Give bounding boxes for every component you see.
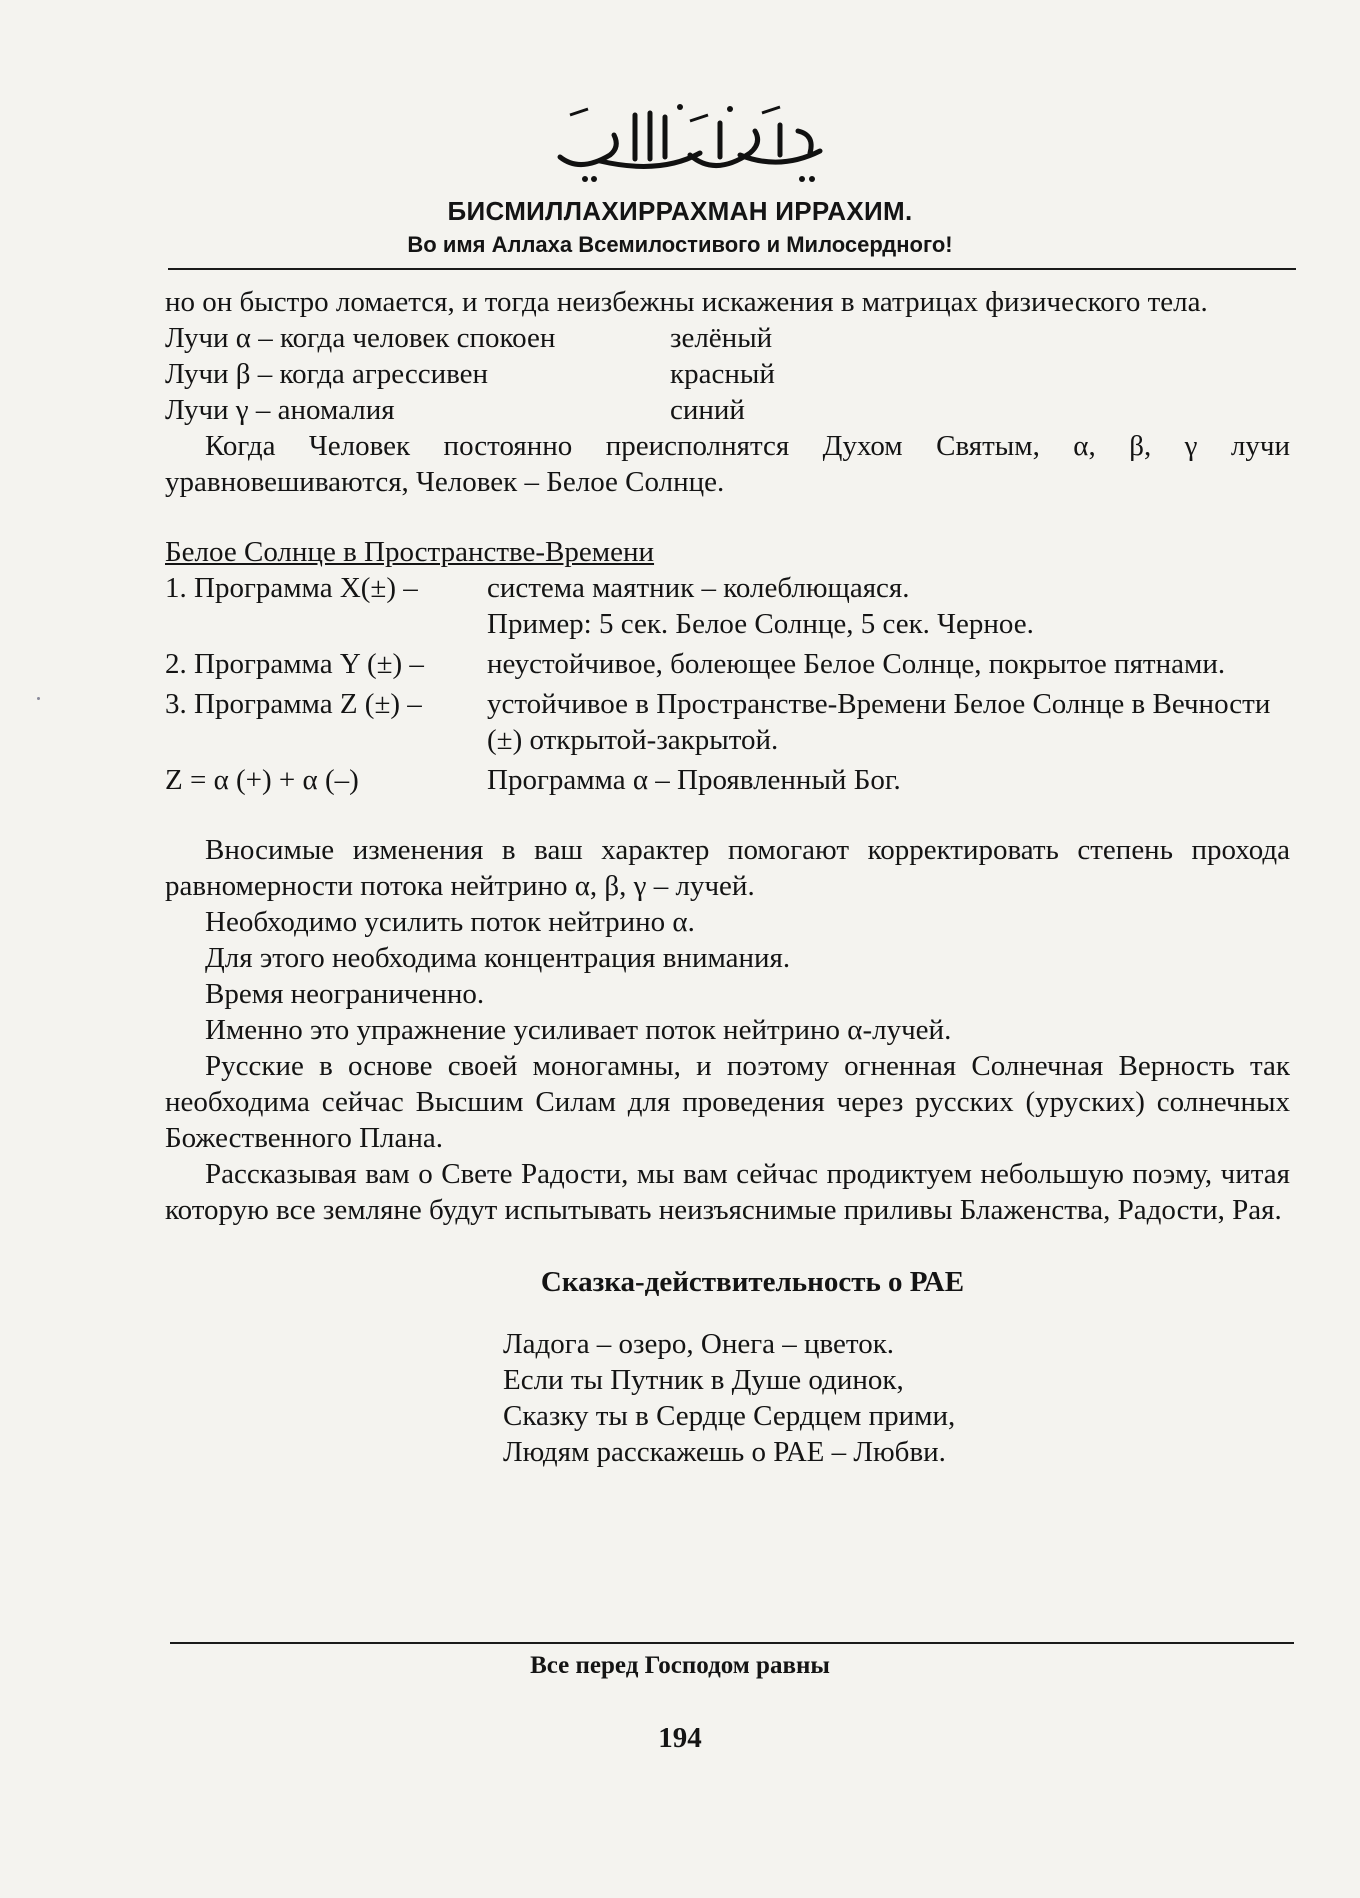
speck <box>37 697 40 700</box>
program-row <box>165 646 1290 682</box>
program-desc: система маятник – колеблющаяся. <box>487 572 910 604</box>
ray-row-gamma <box>165 392 1290 428</box>
paragraph-3: Вносимые изменения в ваш характер помогают корректировать степень прохода равномерности потока нейтрино α, β, γ – лучей. <box>165 834 1290 902</box>
header-title: БИСМИЛЛАХИРРАХМАН ИРРАХИМ. <box>447 196 913 226</box>
poem <box>503 1326 1290 1470</box>
poem-line: Сказку ты в Сердце Сердцем прими, <box>503 1400 956 1432</box>
program-row <box>165 570 1290 642</box>
program-row <box>165 686 1290 758</box>
paragraph-8: Русские в основе своей моногамны, и поэтому огненная Солнечная Верность так необходима сейчас Высшим Силам для проведения через русских (уруских) солнечных Божественного Плана. <box>165 1050 1290 1154</box>
ray-color: красный <box>670 358 775 390</box>
paragraph-4: Необходимо усилить поток нейтрино α. <box>205 906 695 938</box>
paragraph-1: но он быстро ломается, и тогда неизбежны искажения в матрицах физического тела. <box>165 286 1208 318</box>
section-title: Белое Солнце в Пространстве-Времени <box>165 536 655 568</box>
program-name: Z = α (+) + α (–) <box>165 764 359 796</box>
program-desc: устойчивое в Пространстве-Времени Белое Солнце в Вечности (±) открытой-закрытой. <box>487 688 1271 756</box>
program-desc: Программа α – Проявленный Бог. <box>487 764 901 796</box>
paragraph-2: Когда Человек постоянно преисполнятся Духом Святым, α, β, γ лучи уравновешиваются, Человек – Белое Солнце. <box>165 430 1290 498</box>
program-name: 2. Программа Y (±) – <box>165 648 424 680</box>
ray-row-alpha <box>165 320 1290 356</box>
poem-line: Ладога – озеро, Онега – цветок. <box>503 1328 895 1360</box>
paragraph-9: Рассказывая вам о Свете Радости, мы вам сейчас продиктуем небольшую поэму, читая которую все земляне будут испытывать неизъяснимые приливы Блаженства, Радости, Рая. <box>165 1158 1290 1226</box>
program-example: Пример: 5 сек. Белое Солнце, 5 сек. Черное. <box>487 608 1034 640</box>
program-row <box>165 762 1290 798</box>
footer-motto: Все перед Господом равны <box>530 1652 830 1679</box>
paragraph-6: Время неограниченно. <box>205 978 485 1010</box>
poem-line: Если ты Путник в Душе одинок, <box>503 1364 904 1396</box>
program-name: 3. Программа Z (±) – <box>165 688 422 720</box>
header-divider <box>168 268 1296 270</box>
arabic-calligraphy <box>540 95 840 190</box>
rays-table <box>165 320 1290 428</box>
program-desc: неустойчивое, болеющее Белое Солнце, покрытое пятнами. <box>487 648 1226 680</box>
ray-label: Лучи β – когда агрессивен <box>165 358 489 390</box>
paragraph-5: Для этого необходима концентрация внимания. <box>205 942 791 974</box>
footer-divider <box>170 1642 1294 1644</box>
program-name: 1. Программа X(±) – <box>165 572 418 604</box>
poem-title: Сказка-действительность о РАЕ <box>540 1266 965 1298</box>
ray-label: Лучи γ – аномалия <box>165 394 395 426</box>
ray-row-beta <box>165 356 1290 392</box>
ray-color: зелёный <box>670 322 773 354</box>
page-number: 194 <box>658 1722 702 1754</box>
header-subtitle: Во имя Аллаха Всемилостивого и Милосердного! <box>407 232 953 257</box>
ray-color: синий <box>670 394 745 426</box>
page-body <box>165 284 1290 1470</box>
paragraph-7: Именно это упражнение усиливает поток нейтрино α-лучей. <box>205 1014 952 1046</box>
ray-label: Лучи α – когда человек спокоен <box>165 322 556 354</box>
poem-line: Людям расскажешь о РАЕ – Любви. <box>503 1436 946 1468</box>
